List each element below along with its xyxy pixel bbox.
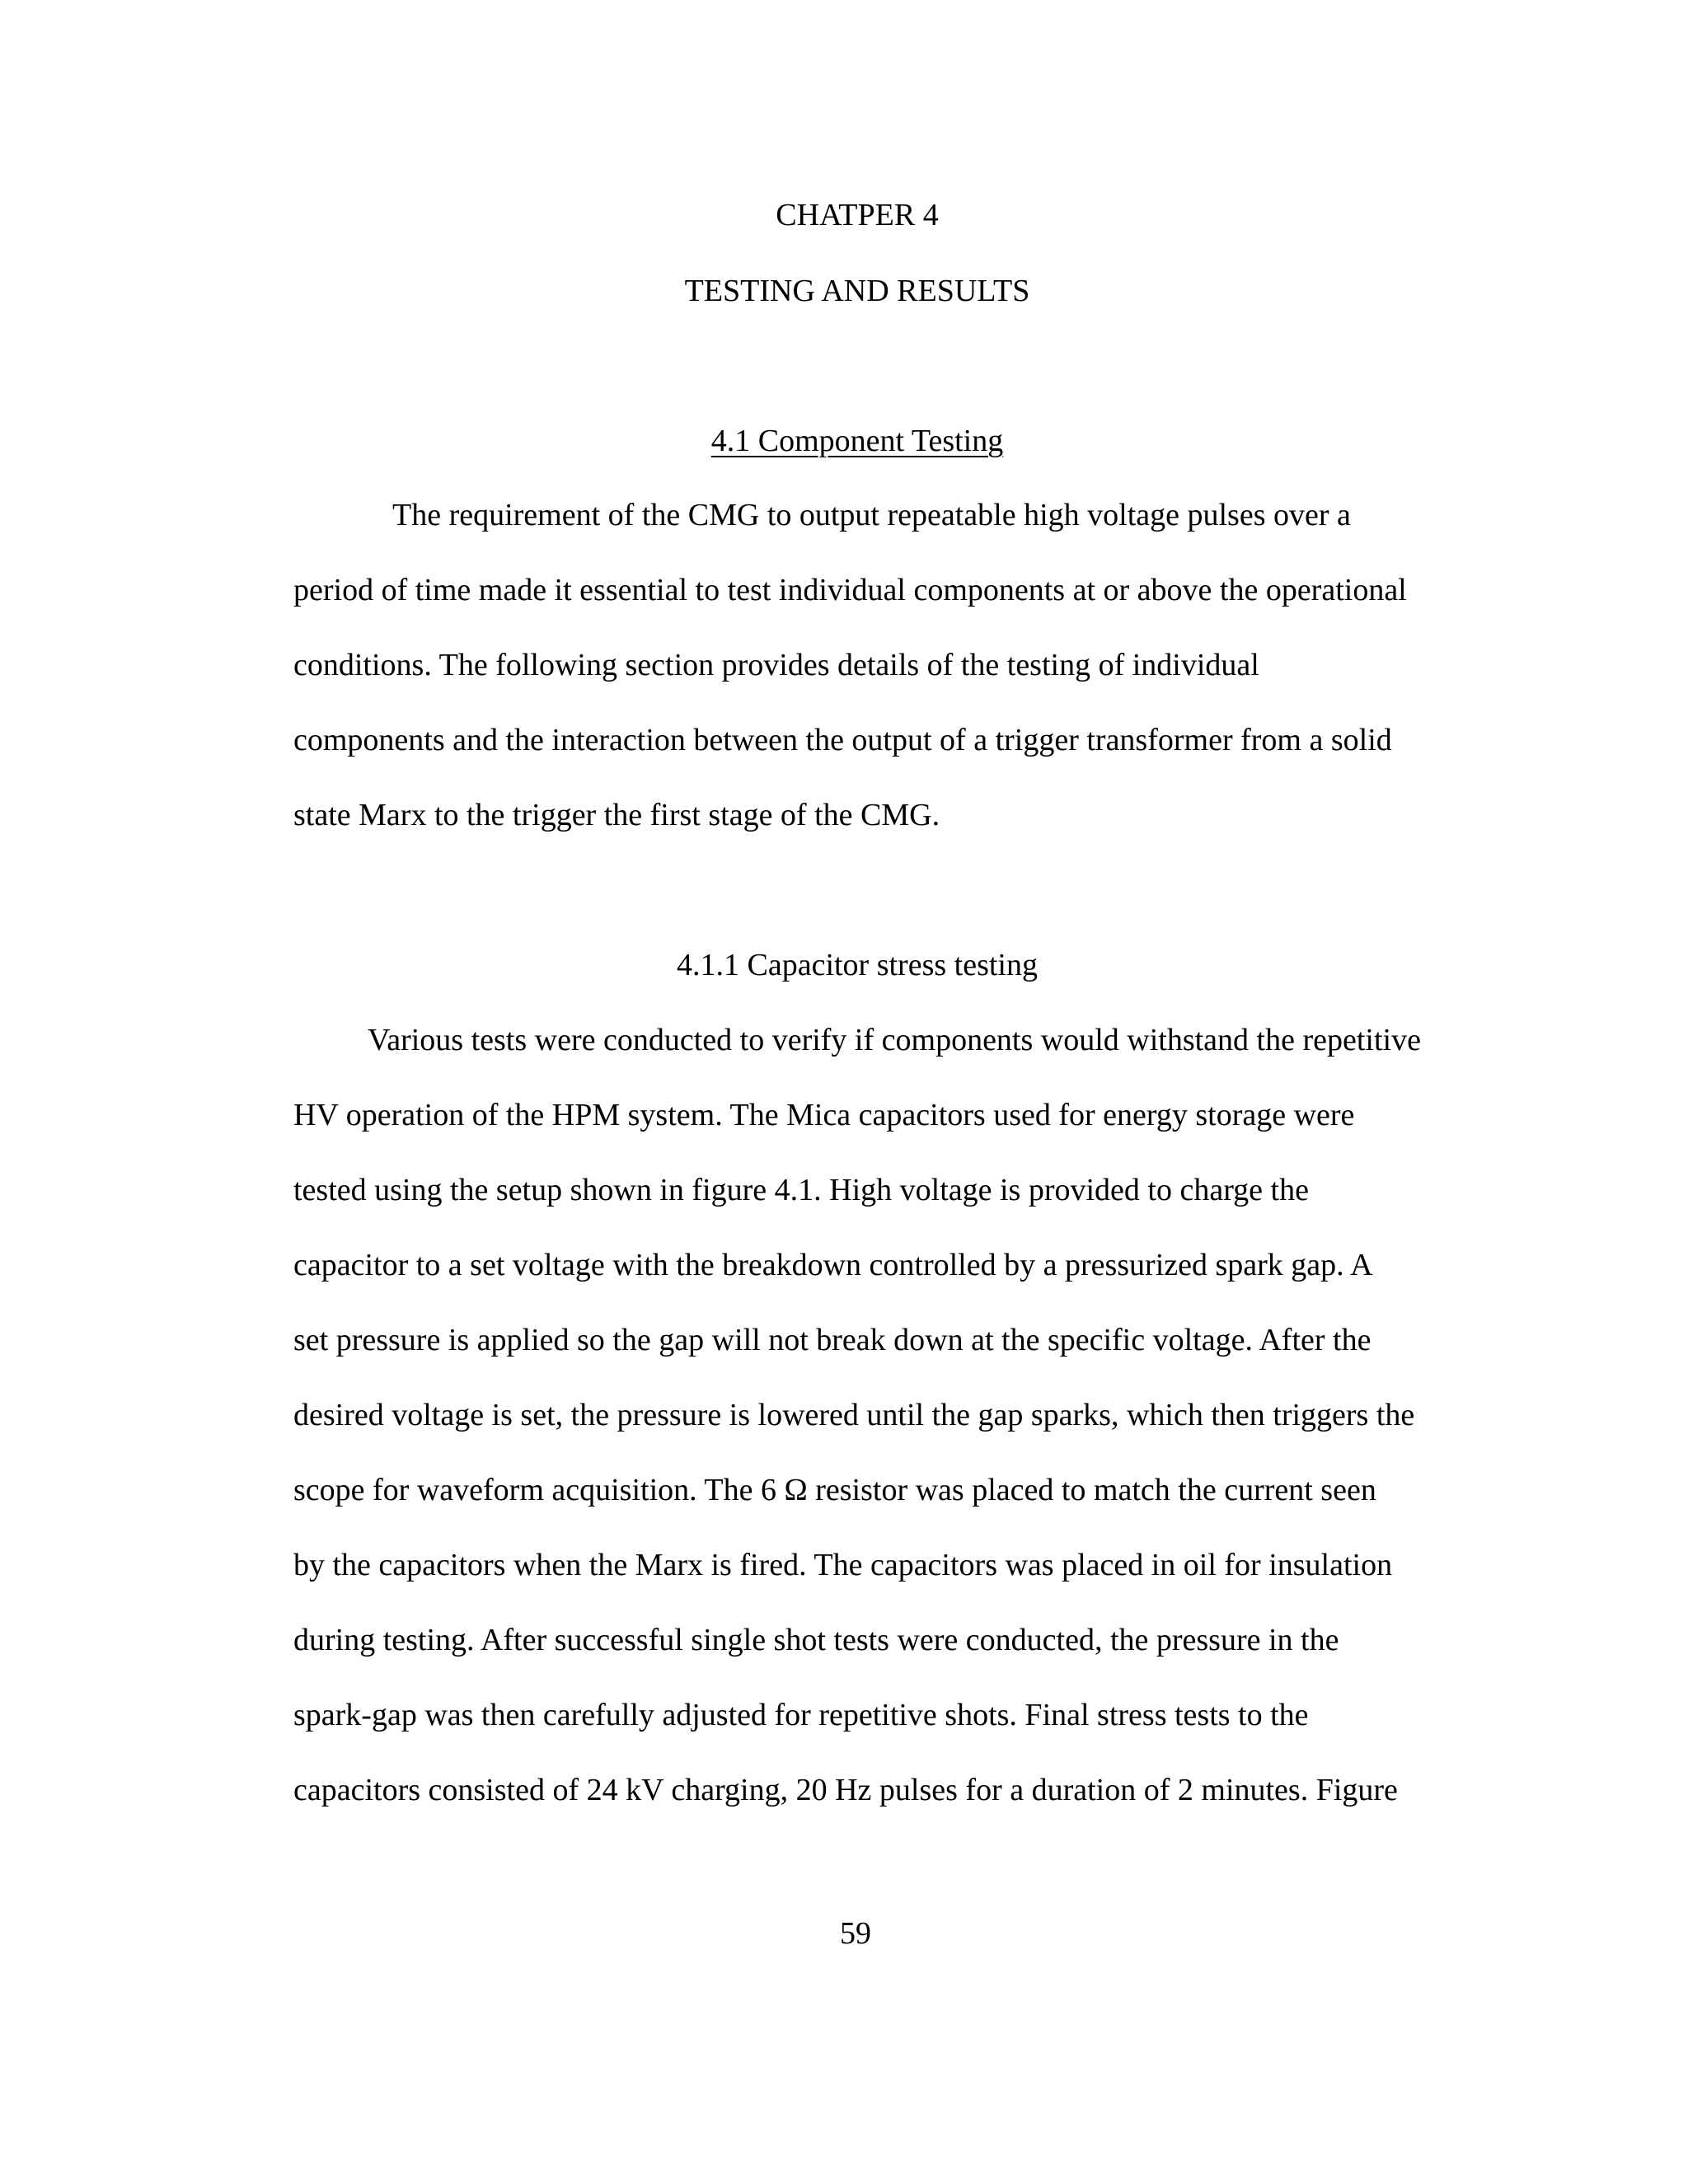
paragraph-line: The requirement of the CMG to output repeatable high voltage pulses over a — [392, 498, 1351, 532]
paragraph-line: capacitors consisted of 24 kV charging, 20 Hz pulses for a duration of 2 minutes. Figure — [293, 1773, 1398, 1807]
page-number: 59 — [840, 1916, 871, 1951]
section-heading: 4.1 Component Testing — [710, 424, 1004, 458]
chapter-title: TESTING AND RESULTS — [684, 274, 1030, 308]
paragraph-line: by the capacitors when the Marx is fired. The capacitors was placed in oil for insulation — [293, 1548, 1393, 1582]
paragraph-line: Various tests were conducted to verify if components would withstand the repetitive — [368, 1023, 1421, 1057]
paragraph-line: components and the interaction between the output of a trigger transformer from a solid — [293, 723, 1392, 757]
paragraph-line: capacitor to a set voltage with the breakdown controlled by a pressurized spark gap. A — [293, 1248, 1373, 1282]
paragraph-line: tested using the setup shown in figure 4.1. High voltage is provided to charge the — [293, 1173, 1309, 1207]
paragraph-line: scope for waveform acquisition. The 6 Ω resistor was placed to match the current seen — [293, 1473, 1376, 1507]
chapter-label: CHATPER 4 — [776, 198, 939, 232]
paragraph-line: spark-gap was then carefully adjusted for repetitive shots. Final stress tests to the — [293, 1698, 1309, 1732]
paragraph-line: period of time made it essential to test individual components at or above the operational — [293, 573, 1407, 607]
paragraph-line: HV operation of the HPM system. The Mica capacitors used for energy storage were — [293, 1098, 1355, 1132]
paragraph-line: set pressure is applied so the gap will not break down at the specific voltage. After the — [293, 1323, 1372, 1357]
subsection-heading: 4.1.1 Capacitor stress testing — [677, 948, 1038, 982]
paragraph-line: conditions. The following section provides details of the testing of individual — [293, 648, 1259, 682]
paragraph-line: during testing. After successful single shot tests were conducted, the pressure in the — [293, 1623, 1339, 1657]
paragraph-line: state Marx to the trigger the first stage of the CMG. — [293, 798, 940, 832]
paragraph-line: desired voltage is set, the pressure is lowered until the gap sparks, which then triggers the — [293, 1398, 1415, 1432]
